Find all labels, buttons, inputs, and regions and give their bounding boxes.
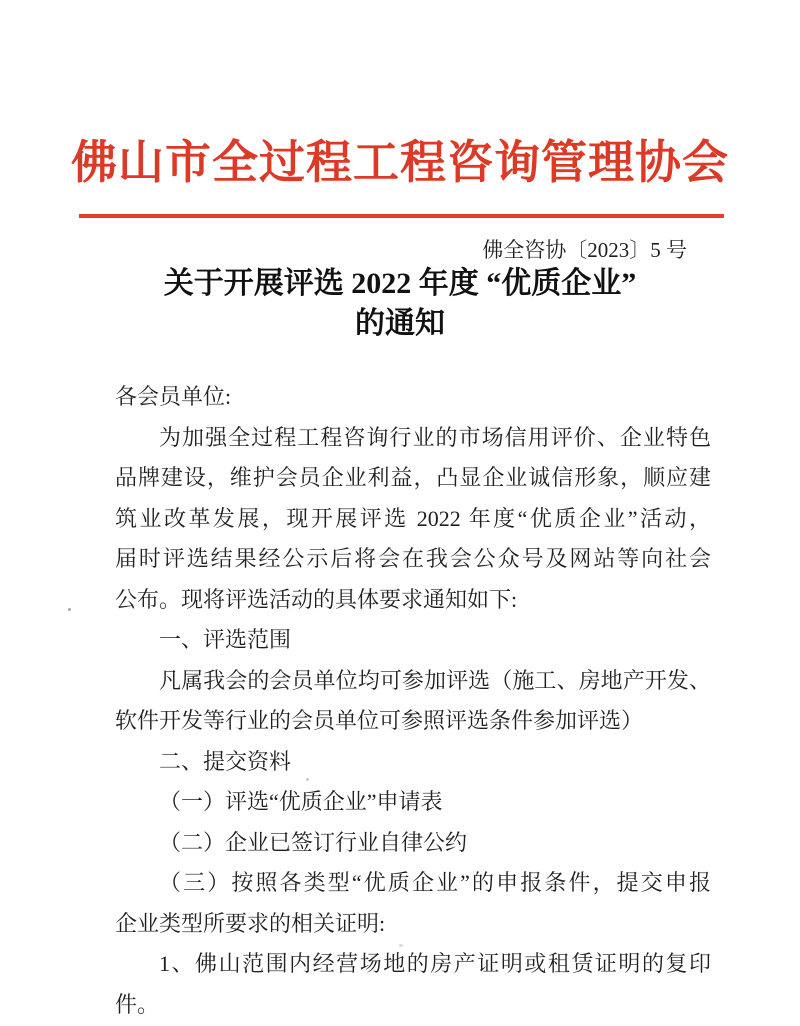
body-line: 二、提交资料	[159, 748, 292, 774]
body-line: 凡属我会的会员单位均可参加评选（施工、房地产开发、	[159, 667, 711, 693]
body-line: 筑业改革发展，现开展评选 2022 年度“优质企业”活动，	[115, 505, 711, 531]
notice-title-line1: 关于开展评选 2022 年度 “优质企业”	[163, 267, 637, 300]
body-line: 一、评选范围	[159, 627, 292, 652]
scan-speckle	[306, 778, 309, 781]
notice-title	[0, 264, 800, 344]
document-reference-number: 佛全咨协〔2023〕5 号	[482, 238, 687, 262]
body-line: 企业类型所要求的相关证明:	[115, 910, 386, 936]
body-line: 软件开发等行业的会员单位可参照评选条件参加评选）	[115, 708, 644, 733]
body-line: （二）企业已签订行业自律公约	[159, 829, 468, 855]
body-line: （三）按照各类型“优质企业”的申报条件，提交申报	[159, 870, 711, 895]
body-line: （一）评选“优质企业”申请表	[159, 789, 443, 814]
body-line: 为加强全过程工程咨询行业的市场信用评价、企业特色	[159, 424, 711, 450]
body-line: 件。	[115, 991, 160, 1017]
body-line: 各会员单位:	[115, 384, 232, 409]
body-line: 1、佛山范围内经营场地的房产证明或租赁证明的复印	[159, 951, 711, 976]
scan-speckle	[68, 608, 71, 611]
body-line: 届时评选结果经公示后将会在我会公众号及网站等向社会	[115, 546, 711, 571]
organization-masthead: 佛山市全过程工程咨询管理协会	[71, 137, 729, 188]
scan-speckle	[399, 944, 403, 947]
body-line: 品牌建设，维护会员企业利益，凸显企业诚信形象，顺应建	[115, 465, 711, 490]
body-line: 公布。现将评选活动的具体要求通知如下:	[115, 586, 518, 612]
notice-title-line2: 的通知	[355, 307, 445, 340]
body-text	[115, 377, 711, 1025]
masthead-divider-rule	[79, 214, 724, 218]
